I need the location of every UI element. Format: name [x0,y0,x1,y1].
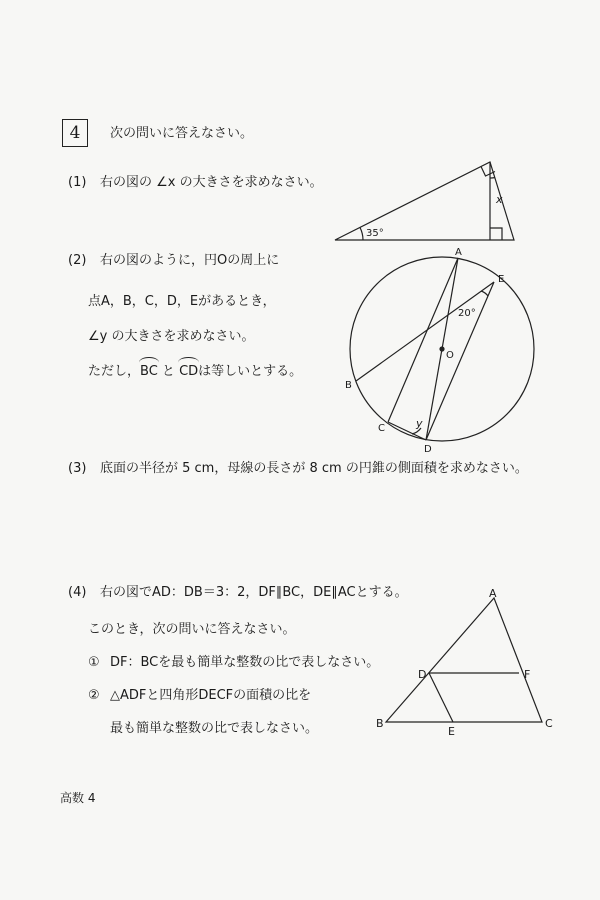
q4-sub2: △ADFと四角形DECFの面積の比を [110,688,312,703]
tri-a-label: A [489,587,497,600]
center-o-label: O [446,350,454,361]
q2-line4-post: は等しいとする。 [198,364,303,379]
q3-text: 底面の半径が 5 cm，母線の長さが 8 cm の円錐の側面積を求めなさい。 [100,461,528,476]
segment-de [429,673,453,722]
q1-angle-35-label: 35° [366,228,384,239]
q4-triangle-figure [386,598,542,722]
q1-label: (1) [68,175,87,190]
section-number-box: 4 [62,119,88,147]
q4-sub1: DF：BCを最も簡単な整数の比で表しなさい。 [110,655,380,670]
point-e-label: E [498,274,505,285]
q4-sub2-num: ② [88,688,100,703]
q1-angle-x-arc [490,178,495,179]
tri-c-label: C [545,717,553,730]
tri-f-label: F [524,668,531,681]
q4-line2: このとき，次の問いに答えなさい。 [88,622,296,637]
point-a-label: A [455,247,462,258]
q4-sub1-num: ① [88,655,100,670]
q4-line1: 右の図でAD：DB＝3：2，DF∥BC，DE∥ACとする。 [100,585,408,600]
arc-cd: CD [179,364,199,379]
point-c-label: C [378,423,385,434]
angle-20-arc [481,291,488,296]
q1-var-x-label: x [496,193,503,206]
point-b-label: B [345,380,352,391]
q1-text: 右の図の ∠x の大きさを求めなさい。 [100,175,323,190]
center-o-dot [439,346,444,351]
tri-e-label: E [448,725,455,738]
arc-bc: BC [140,364,158,379]
q1-angle-35-arc [360,228,363,241]
q1-right-angle-base [490,228,502,240]
chord-ac [388,258,458,422]
page-footer: 高数 4 [60,791,96,805]
point-d-label: D [424,444,432,455]
q4-sub2-cont: 最も簡単な整数の比で表しなさい。 [110,721,319,736]
angle-y-label: y [416,417,423,430]
q2-line3: ∠y の大きさを求めなさい。 [88,329,255,344]
angle-20-label: 20° [458,308,476,319]
q1-triangle [335,162,514,240]
q2-line4-mid: と [157,364,180,379]
q4-label: (4) [68,585,87,600]
tri-b-label: B [376,717,384,730]
q2-label: (2) [68,253,87,268]
q2-line1: 右の図のように，円Oの周上に [100,253,280,268]
q3-label: (3) [68,461,87,476]
q2-line4-pre: ただし， [88,364,141,379]
q2-line2: 点A，B，C，D，Eがあるとき， [88,294,276,309]
section-instruction: 次の問いに答えなさい。 [110,126,254,141]
q1-triangle-figure [335,162,514,240]
triangle-abc [386,598,542,722]
tri-d-label: D [418,668,427,681]
